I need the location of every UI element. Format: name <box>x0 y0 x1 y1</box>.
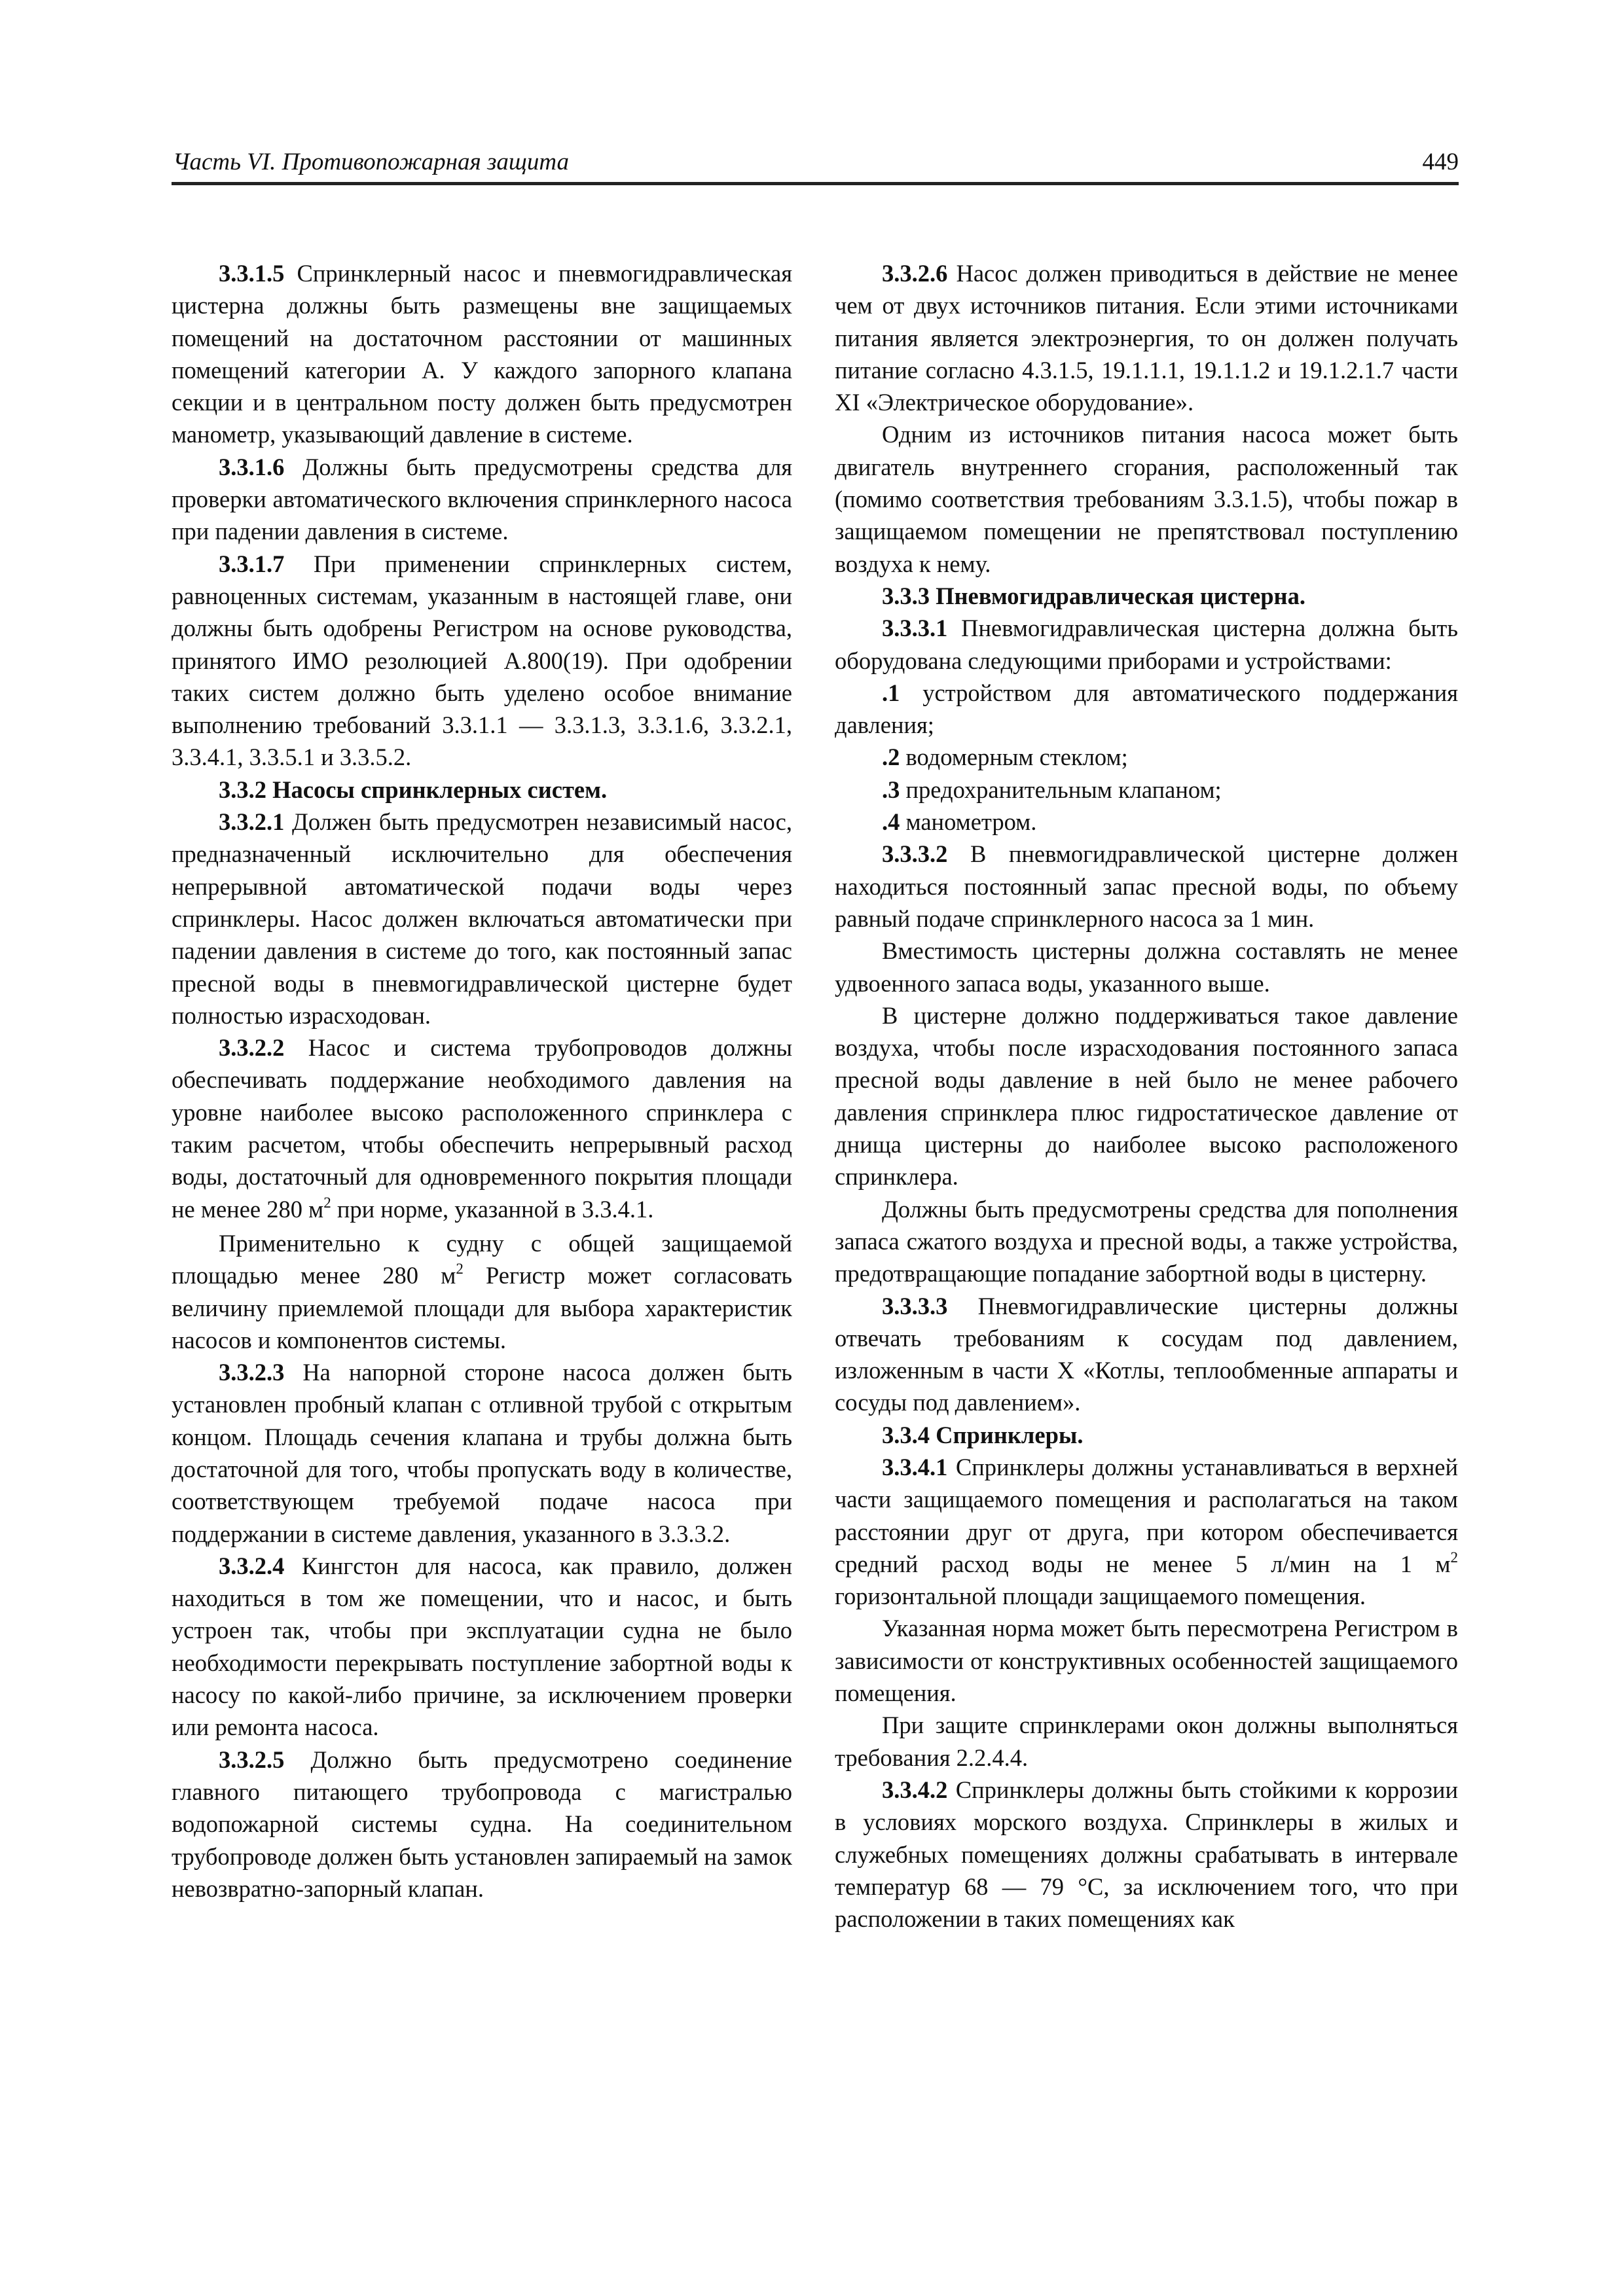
page-number: 449 <box>1422 149 1459 175</box>
paragraph: 3.3.2.5 Должно быть предусмотрено соединение главного питающего трубопровода с магистралью водопожарной системы судна. На соединительном трубопроводе должен быть установлен запираемый на замок невозвратно-запорный клапан. <box>172 1746 792 1902</box>
section-heading: 3.3.4 Спринклеры. <box>882 1421 1084 1448</box>
left-column <box>172 257 792 1905</box>
paragraph: 3.3.3.1 Пневмогидравлическая цистерна должна быть оборудована следующими приборами и устройствами: <box>835 615 1458 674</box>
section-heading: 3.3.2 Насосы спринклерных систем. <box>219 776 608 803</box>
paragraph: Вместимость цистерны должна составлять не менее удвоенного запаса воды, указанного выше. <box>835 937 1458 997</box>
paragraph: 3.3.2.1 Должен быть предусмотрен независимый насос, предназначенный исключительно для обеспечения непрерывной автоматической подачи воды через спринклеры. Насос должен включаться автоматически при падении давления в системе до того, как постоянный запас пресной воды в пневмогидравлической цистерне будет полностью израсходован. <box>172 808 792 1029</box>
list-item: .3 предохранительным клапаном; <box>882 776 1222 803</box>
section-heading: 3.3.3 Пневмогидравлическая цистерна. <box>882 582 1305 609</box>
paragraph: Одним из источников питания насоса может быть двигатель внутреннего сгорания, расположенный так (помимо соответствия требованиям 3.3.1.5), чтобы пожар в защищаемом помещении не препятствовал поступлению воздуха к нему. <box>835 421 1458 577</box>
paragraph: 3.3.1.5 Спринклерный насос и пневмогидравлическая цистерна должны быть размещены вне защищаемых помещений на достаточном расстоянии от машинных помещений категории A. У каждого запорного клапана секции и в центральном посту должен быть предусмотрен манометр, указывающий давление в системе. <box>172 260 792 448</box>
header-title: Часть VI. Противопожарная защита <box>173 149 570 175</box>
paragraph: 3.3.2.6 Насос должен приводиться в действие не менее чем от двух источников питания. Если этими источниками питания является электроэнергия, то он должен получать питание согласно 4.3.1.5, 19.1.1.1, 19.1.1.2 и 19.1.2.1.7 части XI «Электрическое оборудование». <box>835 260 1458 416</box>
paragraph: 3.3.2.3 На напорной стороне насоса должен быть установлен пробный клапан с отливной трубой с открытым концом. Площадь сечения клапана и трубы должна быть достаточной для того, чтобы пропускать воду в количестве, соответствующем требуемой подаче насоса при поддержании в системе давления, указанного в 3.3.3.2. <box>172 1359 792 1547</box>
paragraph: 3.3.1.7 При применении спринклерных систем, равноценных системам, указанным в настоящей главе, они должны быть одобрены Регистром на основе руководства, принятого ИМО резолюцией A.800(19). При одобрении таких систем должно быть уделено особое внимание выполнению требований 3.3.1.1 — 3.3.1.3, 3.3.1.6, 3.3.2.1, 3.3.4.1, 3.3.5.1 и 3.3.5.2. <box>172 550 792 771</box>
paragraph: В цистерне должно поддерживаться такое давление воздуха, чтобы после израсходования постоянного запаса пресной воды давление в ней было не менее рабочего давления спринклера плюс гидростатическое давление от днища цистерны до наиболее высоко расположеного спринклера. <box>835 1001 1458 1191</box>
list-item: .4 манометром. <box>882 808 1037 836</box>
paragraph: Указанная норма может быть пересмотрена Регистром в зависимости от конструктивных особенностей защищаемого помещения. <box>835 1615 1458 1707</box>
paragraph: 3.3.2.4 Кингстон для насоса, как правило, должен находиться в том же помещении, что и насос, и быть устроен так, чтобы при эксплуатации судна не было необходимости перекрывать поступление забортной воды к насосу по какой-либо причине, за исключением проверки или ремонта насоса. <box>172 1552 792 1741</box>
paragraph: Применительно к судну с общей защищаемой площадью менее 280 $м^2$ Регистр может согласовать величину приемлемой площади для выбора характеристик насосов и компонентов системы. <box>172 1229 792 1354</box>
list-item: .1 устройством для автоматического поддержания давления; <box>835 679 1458 739</box>
paragraph: 3.3.2.2 Насос и система трубопроводов должны обеспечивать поддержание необходимого давления на уровне наиболее высоко расположенного спринклера с таким расчетом, чтобы обеспечить непрерывный расход воды, достаточный для одновременного покрытия площади не менее 280 $м^2$ при норме, указанной в 3.3.4.1. <box>172 1034 792 1223</box>
paragraph: 3.3.3.3 Пневмогидравлические цистерны должны отвечать требованиям к сосудам под давлением, изложенным в части X «Котлы, теплообменные аппараты и сосуды под давлением». <box>835 1292 1458 1416</box>
paragraph: 3.3.4.2 Спринклеры должны быть стойкими к коррозии в условиях морского воздуха. Спринклеры в жилых и служебных помещениях должны срабатывать в интервале температур 68 — 79 °С, за исключением того, что при расположении в таких помещениях как <box>835 1776 1458 1933</box>
right-column <box>835 257 1458 1935</box>
running-header <box>172 145 1459 185</box>
paragraph: 3.3.1.6 Должны быть предусмотрены средства для проверки автоматического включения спринклерного насоса при падении давления в системе. <box>172 453 792 545</box>
paragraph: При защите спринклерами окон должны выполняться требования 2.2.4.4. <box>835 1712 1458 1771</box>
list-item: .2 водомерным стеклом; <box>882 744 1128 771</box>
paragraph: 3.3.4.1 Спринклеры должны устанавливаться в верхней части защищаемого помещения и располагаться на таком расстоянии друг от друга, при котором обеспечивается средний расход воды не менее 5 л/мин на 1 $м^2$ горизонтальной площади защищаемого помещения. <box>835 1453 1458 1610</box>
paragraph: Должны быть предусмотрены средства для пополнения запаса сжатого воздуха и пресной воды, а также устройства, предотвращающие попадание забортной воды в цистерну. <box>835 1195 1458 1287</box>
paragraph: 3.3.3.2 В пневмогидравлической цистерне должен находиться постоянный запас пресной воды, по объему равный подаче спринклерного насоса за 1 мин. <box>835 840 1458 932</box>
